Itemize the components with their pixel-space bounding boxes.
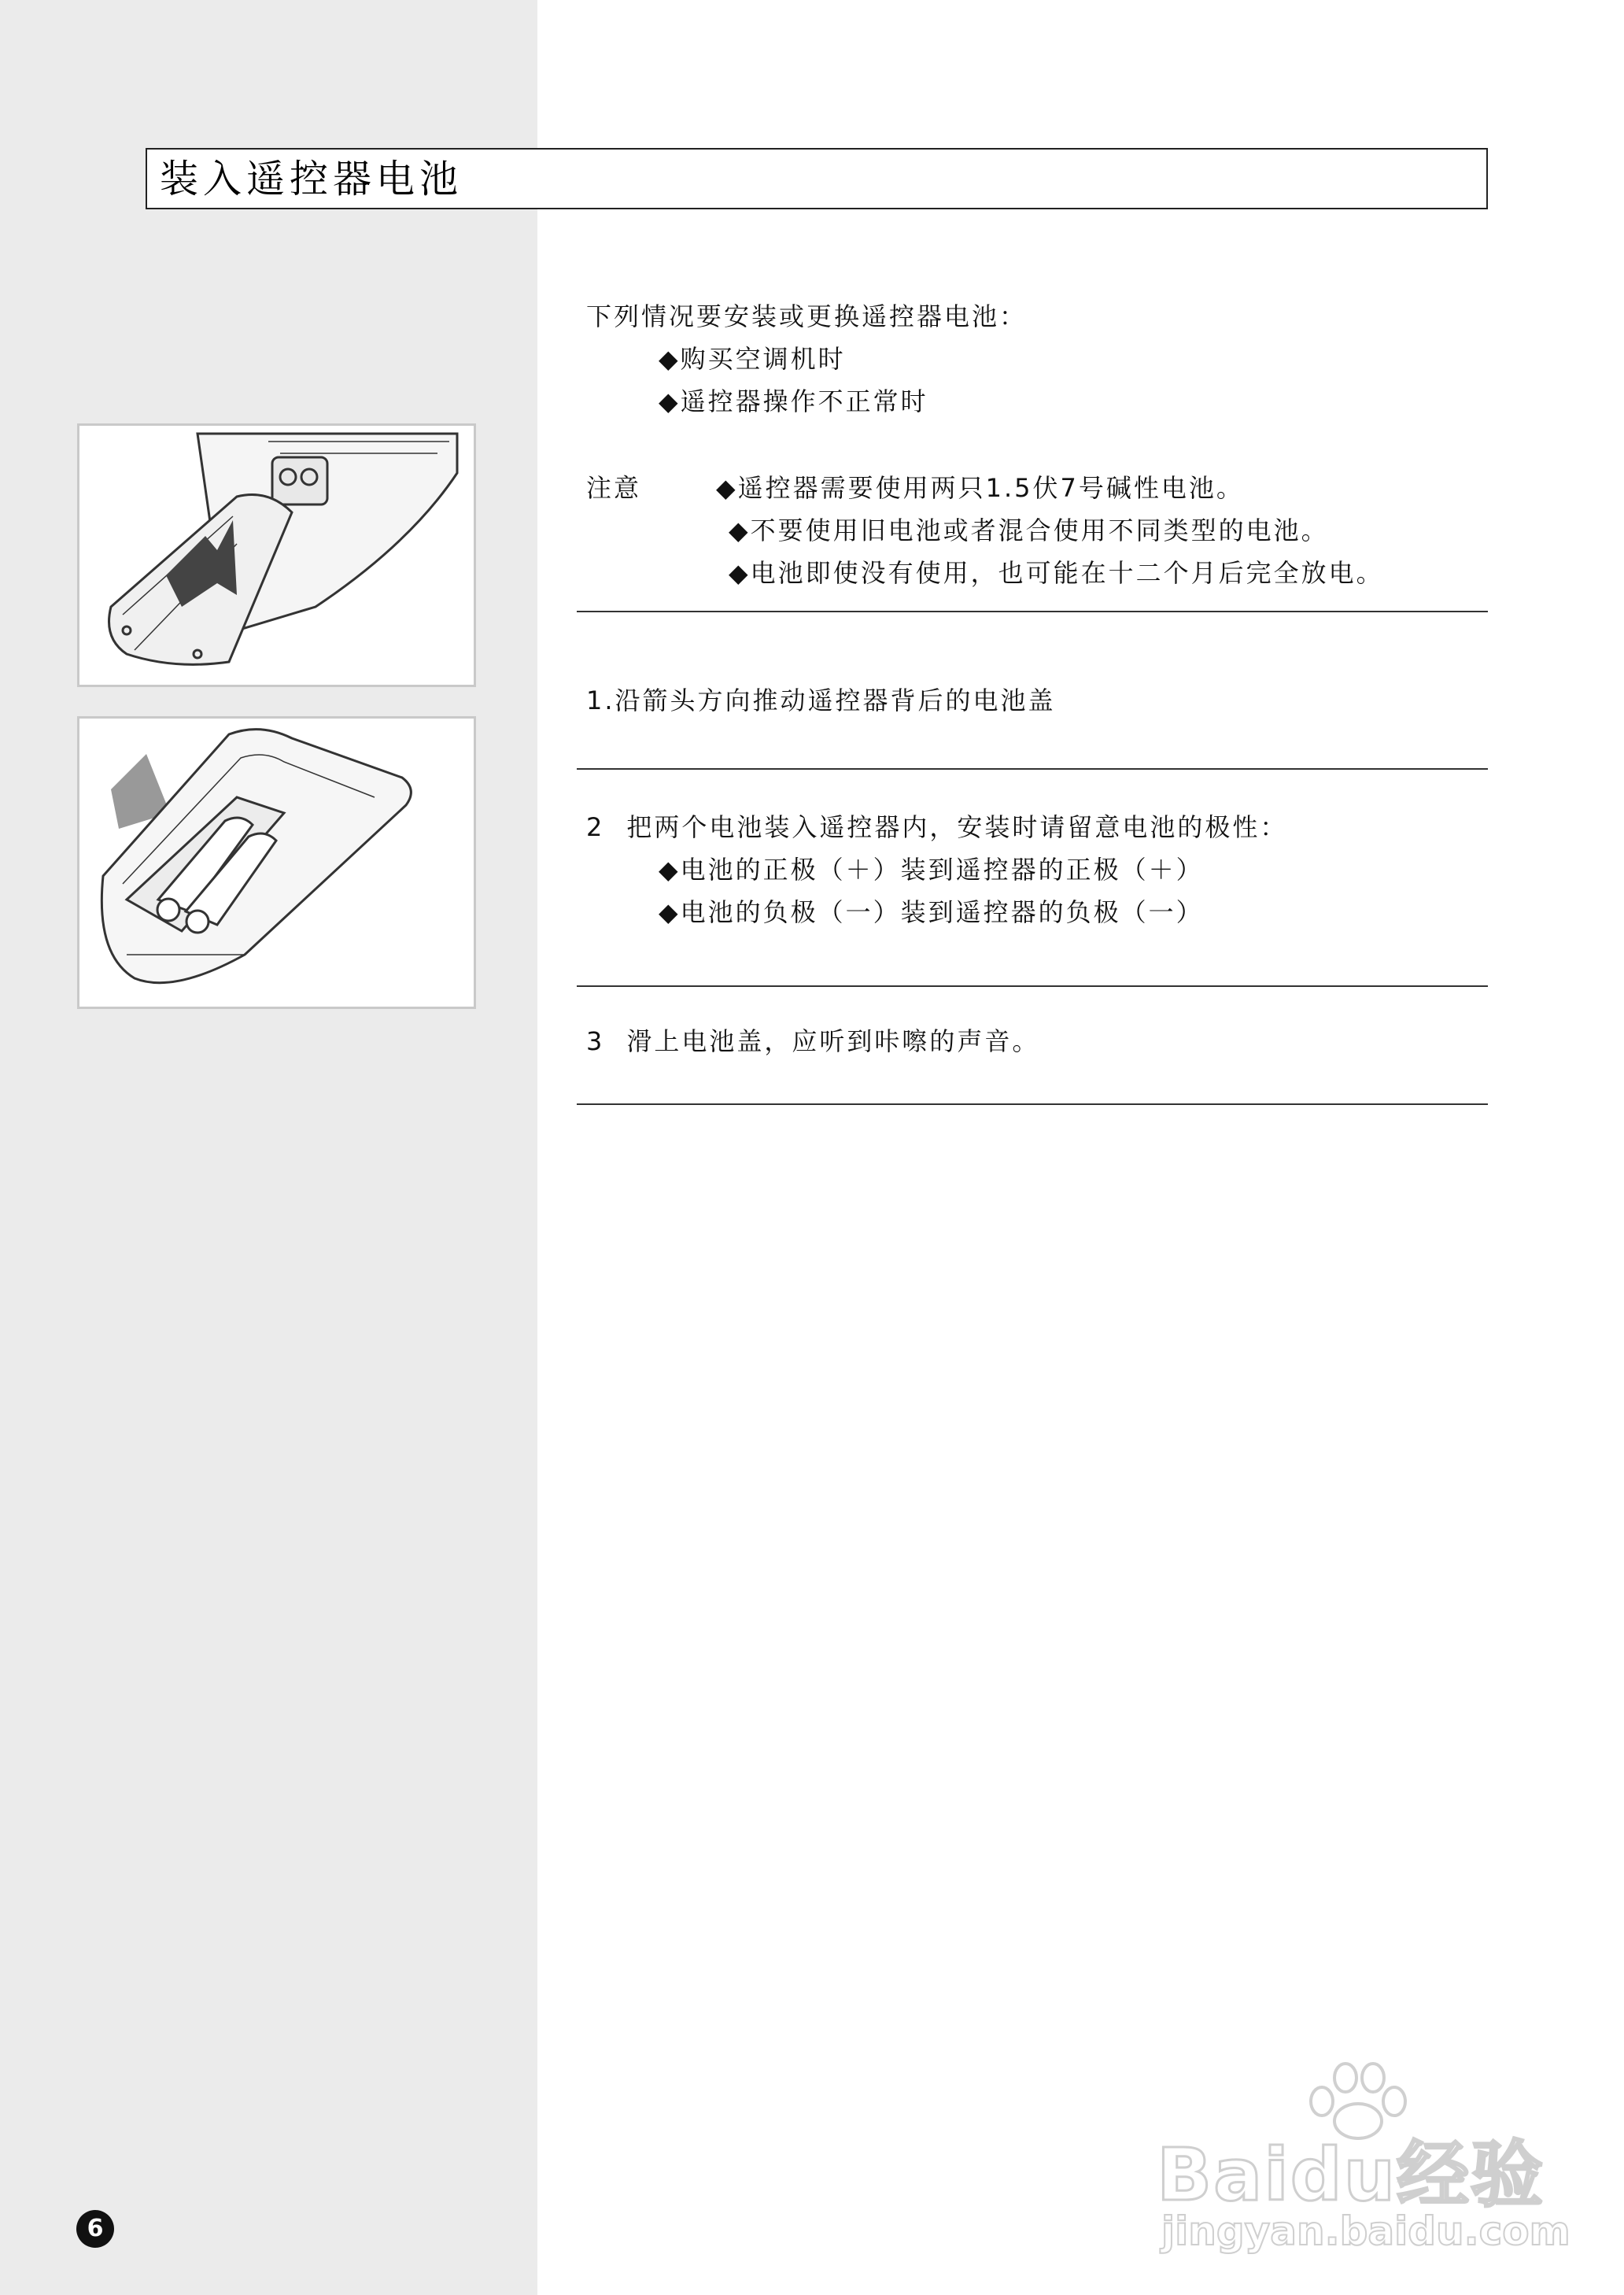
divider — [577, 1103, 1488, 1105]
watermark-url: jingyan.baidu.com — [1161, 2208, 1570, 2254]
intro-item: ◆遥控器操作不正常时 — [659, 386, 928, 416]
step-bullet: ◆电池的负极（一）装到遥控器的负极（一） — [659, 897, 1204, 927]
note-item: ◆不要使用旧电池或者混合使用不同类型的电池。 — [729, 516, 1329, 545]
watermark-brand: Baidu经验 — [1157, 2133, 1545, 2217]
remote-batteries-illustration — [79, 719, 474, 1007]
watermark — [1157, 2054, 1570, 2259]
note-label: 注意 — [586, 473, 642, 503]
intro-heading: 下列情况要安装或更换遥控器电池： — [586, 301, 1028, 331]
step-text: 滑上电池盖，应听到咔嚓的声音。 — [626, 1026, 1040, 1056]
note-item: ◆电池即使没有使用，也可能在十二个月后完全放电。 — [729, 558, 1384, 588]
step-number: 1. — [586, 686, 615, 715]
divider — [577, 611, 1488, 612]
page-number-badge: 6 — [76, 2210, 114, 2248]
divider — [577, 768, 1488, 770]
page-title: 装入遥控器电池 — [160, 157, 463, 201]
divider — [577, 985, 1488, 987]
step-text: 把两个电池装入遥控器内，安装时请留意电池的极性： — [626, 812, 1288, 842]
step-text: 沿箭头方向推动遥控器背后的电池盖 — [615, 686, 1056, 715]
figure-remove-cover — [77, 423, 476, 687]
step-3 — [586, 1026, 1039, 1057]
section-title-box — [146, 148, 1488, 209]
remote-cover-illustration — [79, 426, 474, 685]
step-2 — [586, 811, 1287, 843]
step-number: 2 — [586, 812, 605, 842]
left-sidebar-panel — [0, 0, 537, 2295]
step-1 — [586, 685, 1056, 716]
figure-insert-batteries — [77, 716, 476, 1009]
intro-item: ◆购买空调机时 — [659, 344, 846, 374]
step-bullet: ◆电池的正极（＋）装到遥控器的正极（＋） — [659, 855, 1204, 885]
note-item: ◆遥控器需要使用两只1.5伏7号碱性电池。 — [716, 473, 1244, 503]
step-number: 3 — [586, 1026, 605, 1056]
